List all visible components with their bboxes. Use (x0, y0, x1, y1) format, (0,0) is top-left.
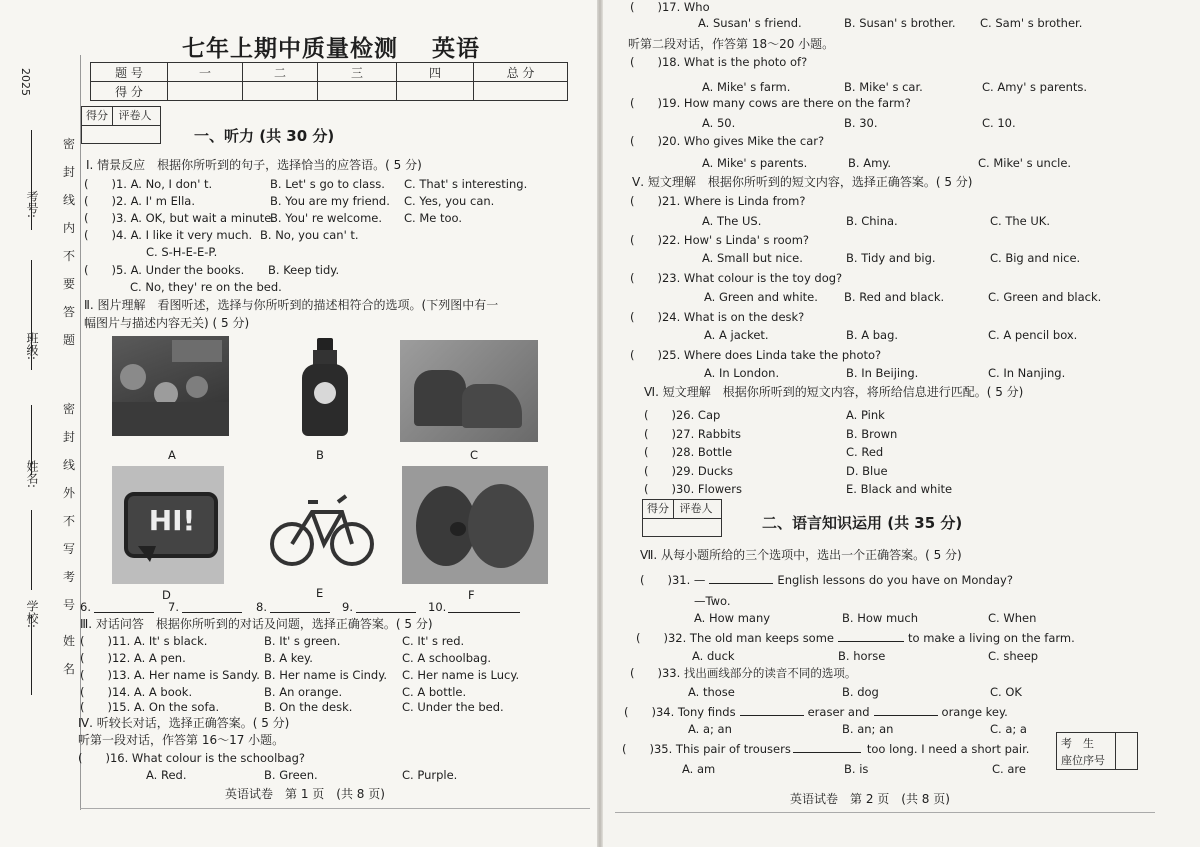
grader-box-2 (642, 499, 722, 537)
seal-char: 号 (62, 598, 75, 612)
score-header: 题 号 (91, 63, 168, 82)
score-cell[interactable] (474, 82, 568, 101)
question-20: ( )20. Who gives Mike the car? (630, 134, 825, 148)
section-7-heading: Ⅶ. 从每小题所给的三个选项中，选出一个正确答案。( 5 分) (640, 548, 962, 562)
seal-char: 密 (62, 402, 75, 416)
q15-c[interactable]: C. Under the bed. (402, 700, 504, 714)
picture-label-f: F (468, 588, 475, 602)
section-4-heading: Ⅳ. 听较长对话，选择正确答案。( 5 分) (78, 716, 290, 730)
section-3-heading: Ⅲ. 对话问答 根据你所听到的对话及问题，选择正确答案。( 5 分) (80, 617, 433, 631)
q12-a[interactable]: ( )12. A. A pen. (80, 651, 186, 665)
seal-strip (20, 60, 78, 760)
q21-c[interactable]: C. The UK. (990, 214, 1050, 228)
seal-char: 要 (62, 277, 75, 291)
q11-a[interactable]: ( )11. A. It' s black. (80, 634, 208, 648)
answer-num-6: 6. (80, 600, 91, 614)
match-option-e: E. Black and white (846, 482, 953, 496)
q24-a[interactable]: A. A jacket. (704, 328, 769, 342)
q13-b[interactable]: B. Her name is Cindy. (264, 668, 388, 682)
score-col-4: 四 (397, 63, 474, 82)
page-2-footer: 英语试卷 第 2 页 (共 8 页) (790, 792, 950, 806)
match-option-b: B. Brown (846, 426, 898, 441)
q14-a[interactable]: ( )14. A. A book. (80, 685, 193, 699)
q32-text: to make a living on the farm. (908, 631, 1075, 645)
question-21: ( )21. Where is Linda from? (630, 194, 806, 208)
q12-b[interactable]: B. A key. (264, 651, 313, 665)
answer-num-10: 10. (428, 600, 447, 614)
answer-num-9: 9. (342, 600, 353, 614)
section-2-heading: Ⅱ. 图片理解 看图听述，选择与你所听到的描述相符合的选项。(下列图中有一 (84, 298, 499, 312)
answer-blank-9[interactable] (356, 612, 416, 613)
question-19: ( )19. How many cows are there on the farm? (630, 96, 911, 110)
q25-c[interactable]: C. In Nanjing. (988, 366, 1066, 380)
question-24: ( )24. What is on the desk? (630, 310, 805, 324)
answer-num-8: 8. (256, 600, 267, 614)
match-option-d: D. Blue (846, 463, 888, 478)
seal-char: 密 (62, 137, 75, 151)
question-31 (640, 573, 1013, 587)
question-18: ( )18. What is the photo of? (630, 55, 808, 69)
exam-no-label: 考号: (25, 190, 39, 219)
seal-char: 答 (62, 305, 75, 319)
seal-char: 线 (62, 193, 75, 207)
q1-a[interactable]: ( )1. A. No, I don' t. (84, 177, 213, 191)
q31-c[interactable]: C. When (988, 611, 1037, 625)
school-label: 学校: (25, 600, 39, 629)
q23-b[interactable]: B. Red and black. (844, 290, 945, 304)
q33-c[interactable]: C. OK (990, 685, 1022, 699)
q34-end: orange key. (941, 705, 1008, 719)
section-1-heading: Ⅰ. 情景反应 根据你所听到的句子，选择恰当的应答语。( 5 分) (86, 158, 422, 172)
match-item-28[interactable]: ( )28. Bottle (644, 445, 733, 459)
seal-char: 不 (62, 249, 75, 263)
grader-name-label: 评卷人 (118, 109, 152, 122)
q24-b[interactable]: B. A bag. (846, 328, 899, 342)
q25-a[interactable]: A. In London. (704, 366, 780, 380)
question-25: ( )25. Where does Linda take the photo? (630, 348, 882, 362)
q34-prefix: ( )34. Tony finds (624, 705, 736, 719)
q32-prefix: ( )32. The old man keeps some (636, 631, 834, 645)
match-option-a: A. Pink (846, 408, 885, 422)
q20-c[interactable]: C. Mike' s uncle. (978, 156, 1072, 170)
class-label: 班级: (25, 332, 39, 361)
q34-mid: eraser and (807, 705, 870, 719)
q33-a[interactable]: A. those (688, 685, 735, 699)
picture-c-shoes (400, 340, 538, 442)
seat-number-input[interactable] (1115, 733, 1138, 769)
picture-a-classroom (112, 336, 229, 436)
q22-c[interactable]: C. Big and nice. (990, 251, 1081, 265)
q2-a[interactable]: ( )2. A. I' m Ella. (84, 194, 196, 208)
q19-b[interactable]: B. 30. (844, 116, 878, 130)
hi-text: HI! (148, 504, 196, 537)
question-32 (636, 631, 1075, 645)
score-cell[interactable] (397, 82, 474, 101)
score-table (90, 62, 568, 101)
match-left-column (644, 406, 742, 499)
page-1-footer: 英语试卷 第 1 页 (共 8 页) (225, 787, 385, 801)
question-22: ( )22. How' s Linda' s room? (630, 233, 810, 247)
q4-a[interactable]: ( )4. A. I like it very much. (84, 228, 253, 242)
q14-b[interactable]: B. An orange. (264, 685, 343, 699)
seat-number-box (1056, 732, 1138, 770)
score-cell[interactable] (168, 82, 243, 101)
q31-text: English lessons do you have on Monday? (777, 573, 1013, 587)
q11-b[interactable]: B. It' s green. (264, 634, 341, 648)
seal-char: 考 (62, 570, 75, 584)
seal-char: 名 (62, 662, 75, 676)
q12-c[interactable]: C. A schoolbag. (402, 651, 492, 665)
score-col-3: 三 (318, 63, 397, 82)
match-right-column (846, 406, 952, 499)
q5-b[interactable]: B. Keep tidy. (268, 263, 340, 277)
q32-c[interactable]: C. sheep (988, 649, 1039, 663)
question-23: ( )23. What colour is the toy dog? (630, 271, 843, 285)
page-fold (597, 0, 603, 847)
right-bottom-line (615, 812, 1155, 813)
q17-c[interactable]: C. Sam' s brother. (980, 16, 1083, 30)
q33-b[interactable]: B. dog (842, 685, 879, 699)
q20-b[interactable]: B. Amy. (848, 156, 892, 170)
q2-c[interactable]: C. Yes, you can. (404, 194, 495, 208)
q3-c[interactable]: C. Me too. (404, 211, 463, 225)
grader-box (81, 106, 161, 144)
q23-c[interactable]: C. Green and black. (988, 290, 1102, 304)
question-16: ( )16. What colour is the schoolbag? (78, 751, 306, 765)
answer-blank-10[interactable] (448, 612, 520, 613)
q14-c[interactable]: C. A bottle. (402, 685, 467, 699)
q19-a[interactable]: A. 50. (702, 116, 736, 130)
part-2-title: 二、语言知识运用 (共 35 分) (762, 514, 963, 532)
q5-c[interactable]: C. No, they' re on the bed. (130, 280, 282, 294)
q35-c[interactable]: C. are (992, 762, 1026, 776)
seal-char: 外 (62, 486, 75, 500)
score-cell[interactable] (243, 82, 318, 101)
q35-text: too long. I need a short pair. (866, 742, 1030, 756)
q18-c[interactable]: C. Amy' s parents. (982, 80, 1088, 94)
match-item-27[interactable]: ( )27. Rabbits (644, 426, 741, 441)
seal-char: 线 (62, 458, 75, 472)
q22-a[interactable]: A. Small but nice. (702, 251, 803, 265)
q24-c[interactable]: C. A pencil box. (988, 328, 1078, 342)
seat-label-1: 考 生 (1061, 737, 1094, 750)
q23-a[interactable]: A. Green and white. (704, 290, 818, 304)
picture-label-a: A (168, 448, 176, 462)
q17-a[interactable]: A. Susan' s friend. (698, 16, 802, 30)
left-bottom-line (80, 808, 590, 809)
question-31-reply: —Two. (694, 594, 731, 608)
section-4-part-1: 听第一段对话，作答第 16～17 小题。 (78, 733, 285, 747)
q19-c[interactable]: C. 10. (982, 116, 1016, 130)
q4-b[interactable]: B. No, you can' t. (260, 228, 359, 242)
picture-f-hedgehog (402, 466, 548, 584)
score-row-label: 得 分 (91, 82, 168, 101)
grader-score-label: 得分 (82, 107, 113, 125)
question-34 (624, 705, 1008, 719)
question-33: ( )33. 找出画线部分的读音不同的选项。 (630, 666, 857, 680)
section-2-heading-cont: 幅图片与描述内容无关) ( 5 分) (84, 316, 250, 330)
picture-d-hi-sign (112, 466, 224, 584)
q35-a[interactable]: A. am (682, 762, 716, 776)
q13-a[interactable]: ( )13. A. Her name is Sandy. (80, 668, 260, 682)
seal-line-4 (31, 510, 32, 590)
q32-b[interactable]: B. horse (838, 649, 886, 663)
q34-a[interactable]: A. a; an (688, 722, 732, 736)
q25-b[interactable]: B. In Beijing. (846, 366, 919, 380)
year-vertical: 2025 (19, 68, 32, 96)
q15-b[interactable]: B. On the desk. (264, 700, 353, 714)
question-17: ( )17. Who (630, 0, 710, 14)
answer-blank-6[interactable] (94, 612, 154, 613)
q31-prefix: ( )31. — (640, 573, 706, 587)
q3-b[interactable]: B. You' re welcome. (270, 211, 383, 225)
q21-b[interactable]: B. China. (846, 214, 898, 228)
q16-a[interactable]: A. Red. (146, 768, 187, 782)
seal-char: 不 (62, 514, 75, 528)
answer-blank-8[interactable] (270, 612, 330, 613)
q16-b[interactable]: B. Green. (264, 768, 318, 782)
picture-label-c: C (470, 448, 479, 462)
q35-b[interactable]: B. is (844, 762, 869, 776)
score-col-total: 总 分 (474, 63, 568, 82)
name-label: 姓名: (25, 460, 39, 489)
section-4-part-2: 听第二段对话，作答第 18～20 小题。 (628, 37, 835, 51)
q34-b[interactable]: B. an; an (842, 722, 894, 736)
grader-name-label: 评卷人 (679, 502, 713, 515)
answer-blank-7[interactable] (182, 612, 242, 613)
picture-label-b: B (316, 448, 324, 462)
match-item-29[interactable]: ( )29. Ducks (644, 463, 734, 478)
match-option-c: C. Red (846, 445, 884, 459)
exam-title: 七年上期中质量检测 (182, 35, 398, 62)
q18-a[interactable]: A. Mike' s farm. (702, 80, 791, 94)
seat-label-2: 座位序号 (1061, 754, 1105, 767)
match-item-26[interactable]: ( )26. Cap (644, 408, 721, 422)
section-6-heading: Ⅵ. 短文理解 根据你所听到的短文内容，将所给信息进行匹配。( 5 分) (644, 385, 1024, 399)
q32-blank[interactable] (838, 641, 904, 642)
q34-blank-2[interactable] (874, 715, 938, 716)
seal-char: 题 (62, 333, 75, 347)
q4-c[interactable]: C. S-H-E-E-P. (146, 245, 218, 259)
seal-char: 写 (62, 542, 75, 556)
q18-b[interactable]: B. Mike' s car. (844, 80, 923, 94)
seal-char: 封 (62, 165, 75, 179)
q16-c[interactable]: C. Purple. (402, 768, 458, 782)
q35-blank[interactable] (793, 752, 861, 753)
q35-prefix: ( )35. This pair of trousers (622, 742, 791, 756)
seal-chars-top (62, 135, 76, 359)
q1-b[interactable]: B. Let' s go to class. (270, 177, 385, 191)
score-col-1: 一 (168, 63, 243, 82)
q1-c[interactable]: C. That' s interesting. (404, 177, 528, 191)
answer-num-7: 7. (168, 600, 179, 614)
score-cell[interactable] (318, 82, 397, 101)
match-item-30[interactable]: ( )30. Flowers (644, 482, 742, 496)
q21-a[interactable]: A. The US. (702, 214, 762, 228)
section-5-heading: Ⅴ. 短文理解 根据你所听到的短文内容，选择正确答案。( 5 分) (632, 175, 973, 189)
q2-b[interactable]: B. You are my friend. (270, 194, 390, 208)
seal-char: 内 (62, 221, 75, 235)
q34-c[interactable]: C. a; a (990, 722, 1027, 736)
q31-blank[interactable] (709, 583, 773, 584)
seal-chars-bottom (62, 400, 76, 688)
score-col-2: 二 (243, 63, 318, 82)
q13-c[interactable]: C. Her name is Lucy. (402, 668, 520, 682)
exam-subject: 英语 (432, 35, 480, 62)
q17-b[interactable]: B. Susan' s brother. (844, 16, 956, 30)
seal-char: 姓 (62, 634, 75, 648)
question-35 (622, 742, 1029, 756)
picture-label-d: D (162, 588, 171, 602)
q32-a[interactable]: A. duck (692, 649, 735, 663)
q31-a[interactable]: A. How many (694, 611, 771, 625)
q11-c[interactable]: C. It' s red. (402, 634, 465, 648)
q5-a[interactable]: ( )5. A. Under the books. (84, 263, 245, 277)
q15-a[interactable]: ( )15. A. On the sofa. (80, 700, 220, 714)
picture-b-bottle (292, 336, 358, 438)
q3-a[interactable]: ( )3. A. OK, but wait a minute. (84, 211, 275, 225)
q20-a[interactable]: A. Mike' s parents. (702, 156, 808, 170)
seal-char: 封 (62, 430, 75, 444)
picture-label-e: E (316, 586, 324, 600)
q34-blank-1[interactable] (740, 715, 804, 716)
q22-b[interactable]: B. Tidy and big. (846, 251, 936, 265)
picture-e-bicycle (268, 466, 376, 578)
part-1-title: 一、听力 (共 30 分) (194, 127, 335, 145)
grader-score-label: 得分 (643, 500, 674, 518)
q31-b[interactable]: B. How much (842, 611, 919, 625)
